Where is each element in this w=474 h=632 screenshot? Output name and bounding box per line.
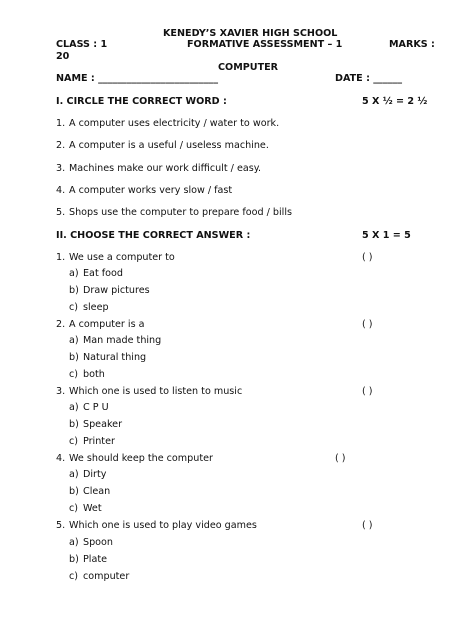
- option: [69, 503, 102, 515]
- answer-box: ( ): [362, 319, 373, 330]
- option-text: Plate: [83, 554, 107, 565]
- option: [69, 369, 105, 381]
- option-letter: a): [69, 537, 79, 548]
- option: [69, 537, 113, 549]
- section2-marks: 5 X 1 = 5: [362, 230, 411, 241]
- option-letter: c): [69, 503, 79, 514]
- question-number: 1.: [56, 252, 66, 263]
- item-text: A computer is a useful / useless machine.: [69, 140, 269, 151]
- assessment-title: FORMATIVE ASSESSMENT – 1: [187, 39, 343, 50]
- question-number: 4.: [56, 453, 66, 464]
- option: [69, 352, 146, 364]
- section1-marks: 5 X ½ = 2 ½: [362, 96, 428, 107]
- item-number: 2.: [56, 140, 66, 151]
- item-text: A computer works very slow / fast: [69, 185, 233, 196]
- option-letter: b): [69, 285, 79, 296]
- question-text: We should keep the computer: [69, 453, 213, 464]
- question: [56, 252, 175, 264]
- option: [69, 469, 106, 481]
- option-text: computer: [83, 571, 130, 582]
- class-label: CLASS : 1: [56, 39, 108, 50]
- section1-title: I. CIRCLE THE CORRECT WORD :: [56, 96, 227, 107]
- option-text: Dirty: [83, 469, 107, 480]
- name-field: NAME : _________________________: [56, 73, 218, 84]
- question-text: Which one is used to play video games: [69, 520, 257, 531]
- option-text: Man made thing: [83, 335, 162, 346]
- option: [69, 571, 129, 583]
- section1-item: [56, 207, 292, 219]
- question-number: 2.: [56, 319, 66, 330]
- option-letter: b): [69, 554, 79, 565]
- school-name: KENEDY’S XAVIER HIGH SCHOOL: [163, 28, 338, 39]
- date-field: DATE : ______: [335, 73, 403, 84]
- option-letter: a): [69, 268, 79, 279]
- section1-item: [56, 118, 279, 130]
- item-number: 3.: [56, 163, 66, 174]
- marks-value: 20: [56, 51, 70, 62]
- option: [69, 285, 150, 297]
- option-text: Natural thing: [83, 352, 147, 363]
- marks-label: MARKS :: [389, 39, 435, 50]
- option: [69, 554, 107, 566]
- option-letter: b): [69, 352, 79, 363]
- option-letter: b): [69, 419, 79, 430]
- option: [69, 436, 115, 448]
- option-letter: a): [69, 469, 79, 480]
- item-number: 1.: [56, 118, 66, 129]
- option-text: Eat food: [83, 268, 123, 279]
- option-letter: a): [69, 335, 79, 346]
- item-number: 4.: [56, 185, 66, 196]
- section1-item: [56, 140, 269, 152]
- question-text: A computer is a: [69, 319, 145, 330]
- item-text: Shops use the computer to prepare food / bills: [69, 207, 293, 218]
- subject-title: COMPUTER: [218, 62, 279, 73]
- option-letter: b): [69, 486, 79, 497]
- question: [56, 453, 213, 465]
- option-text: Spoon: [83, 537, 113, 548]
- question: [56, 520, 257, 532]
- option: [69, 302, 109, 314]
- option-letter: a): [69, 402, 79, 413]
- option-letter: c): [69, 436, 79, 447]
- option-letter: c): [69, 302, 79, 313]
- option: [69, 402, 109, 414]
- question-number: 5.: [56, 520, 66, 531]
- option: [69, 268, 123, 280]
- section2-title: II. CHOOSE THE CORRECT ANSWER :: [56, 230, 251, 241]
- option-letter: c): [69, 571, 79, 582]
- option-letter: c): [69, 369, 79, 380]
- answer-box: ( ): [335, 453, 346, 464]
- option-text: sleep: [83, 302, 109, 313]
- item-text: Machines make our work difficult / easy.: [69, 163, 262, 174]
- option: [69, 419, 122, 431]
- option-text: Clean: [83, 486, 111, 497]
- option: [69, 486, 110, 498]
- item-number: 5.: [56, 207, 66, 218]
- section1-item: [56, 163, 261, 175]
- answer-box: ( ): [362, 252, 373, 263]
- option-text: Draw pictures: [83, 285, 150, 296]
- question-number: 3.: [56, 386, 66, 397]
- question: [56, 386, 242, 398]
- answer-box: ( ): [362, 520, 373, 531]
- section1-item: [56, 185, 232, 197]
- option-text: Speaker: [83, 419, 123, 430]
- option-text: Wet: [83, 503, 102, 514]
- option-text: Printer: [83, 436, 115, 447]
- option-text: C P U: [83, 402, 109, 413]
- answer-box: ( ): [362, 386, 373, 397]
- item-text: A computer uses electricity / water to work.: [69, 118, 280, 129]
- question-text: We use a computer to: [69, 252, 175, 263]
- question: [56, 319, 145, 331]
- question-text: Which one is used to listen to music: [69, 386, 243, 397]
- option-text: both: [83, 369, 105, 380]
- option: [69, 335, 161, 347]
